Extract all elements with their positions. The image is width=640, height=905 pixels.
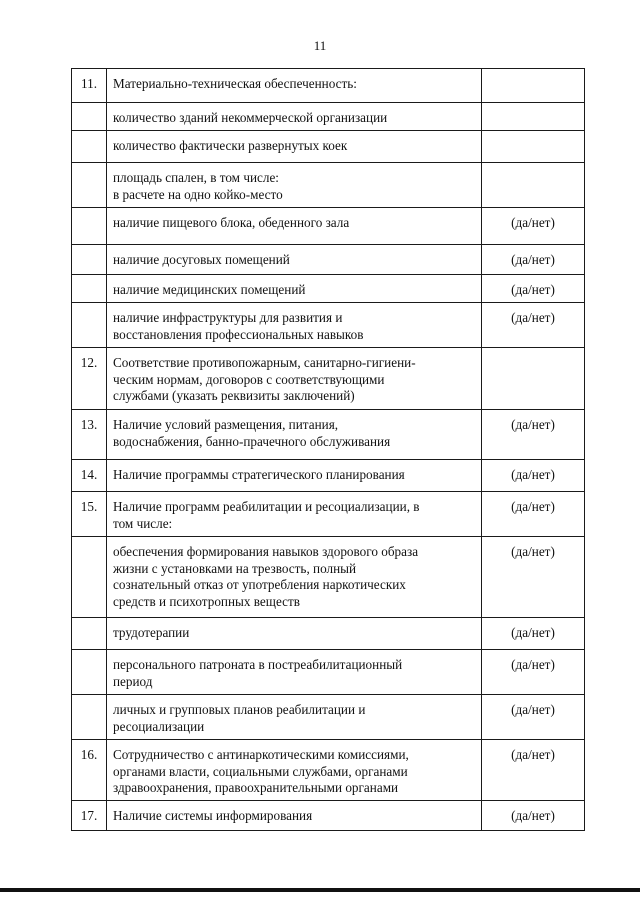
criterion-text: Наличие программы стратегического планирования [113, 467, 405, 482]
answer-cell [482, 69, 585, 103]
criterion-cell [107, 801, 482, 831]
page-number: 11 [313, 38, 327, 53]
criterion-cell [107, 303, 482, 348]
answer-cell: (да/нет) [482, 245, 585, 275]
table-row [72, 618, 585, 650]
row-number: 12. [72, 348, 107, 410]
table-row [72, 740, 585, 801]
table-row [72, 131, 585, 163]
criterion-text: Материально-техническая обеспеченность: [113, 76, 357, 91]
criterion-cell [107, 695, 482, 740]
table-row [72, 801, 585, 831]
criterion-text: персонального патроната в постреабилитационный период [113, 657, 403, 689]
criterion-text: Соответствие противопожарным, санитарно-гигиени- ческим нормам, договоров с соответствующими службами (указать реквизиты заключений) [113, 355, 416, 403]
row-number [72, 245, 107, 275]
criterion-text: трудотерапии [113, 625, 190, 640]
table-row [72, 275, 585, 303]
bottom-divider [0, 888, 640, 892]
criterion-cell [107, 69, 482, 103]
criterion-text: наличие досуговых помещений [113, 252, 290, 267]
criteria-table [71, 68, 585, 831]
answer-cell: (да/нет) [482, 650, 585, 695]
criterion-cell [107, 348, 482, 410]
criterion-cell [107, 618, 482, 650]
answer-cell: (да/нет) [482, 410, 585, 460]
criterion-text: наличие инфраструктуры для развития и восстановления профессиональных навыков [113, 310, 364, 342]
row-number: 15. [72, 492, 107, 537]
table-row [72, 460, 585, 492]
criterion-cell [107, 131, 482, 163]
answer-cell: (да/нет) [482, 303, 585, 348]
row-number [72, 275, 107, 303]
row-number [72, 618, 107, 650]
table-row [72, 410, 585, 460]
row-number [72, 208, 107, 245]
criterion-cell [107, 103, 482, 131]
row-number [72, 537, 107, 618]
criterion-cell [107, 650, 482, 695]
row-number [72, 650, 107, 695]
row-number [72, 695, 107, 740]
answer-cell [482, 348, 585, 410]
row-number: 11. [72, 69, 107, 103]
answer-cell: (да/нет) [482, 801, 585, 831]
table-row [72, 695, 585, 740]
criterion-cell [107, 410, 482, 460]
answer-cell [482, 103, 585, 131]
criteria-table-body [72, 69, 585, 831]
criterion-text: площадь спален, в том числе: в расчете на одно койко-место [113, 170, 283, 202]
row-number: 16. [72, 740, 107, 801]
answer-cell: (да/нет) [482, 275, 585, 303]
table-row [72, 103, 585, 131]
table-row [72, 348, 585, 410]
criterion-cell [107, 275, 482, 303]
row-number [72, 103, 107, 131]
table-row [72, 69, 585, 103]
criterion-text: наличие пищевого блока, обеденного зала [113, 215, 350, 230]
criterion-text: личных и групповых планов реабилитации и ресоциализации [113, 702, 366, 734]
row-number: 17. [72, 801, 107, 831]
answer-cell [482, 131, 585, 163]
answer-cell: (да/нет) [482, 740, 585, 801]
answer-cell: (да/нет) [482, 492, 585, 537]
table-row [72, 208, 585, 245]
table-row [72, 537, 585, 618]
criterion-text: Наличие системы информирования [113, 808, 313, 823]
row-number: 13. [72, 410, 107, 460]
row-number [72, 163, 107, 208]
criterion-text: количество фактически развернутых коек [113, 138, 348, 153]
criterion-text: количество зданий некоммерческой организации [113, 110, 388, 125]
criterion-text: обеспечения формирования навыков здорового образа жизни с установками на трезвость, полный сознательный отказ от употребления наркотических средств и психотропных веществ [113, 544, 419, 609]
criterion-text: Наличие программ реабилитации и ресоциализации, в том числе: [113, 499, 420, 531]
table-row [72, 492, 585, 537]
criterion-cell [107, 740, 482, 801]
criterion-text: Сотрудничество с антинаркотическими комиссиями, органами власти, социальными службами, органами здравоохранения, правоохранительными органами [113, 747, 409, 795]
table-row [72, 650, 585, 695]
answer-cell: (да/нет) [482, 537, 585, 618]
row-number [72, 131, 107, 163]
criterion-cell [107, 460, 482, 492]
criterion-cell [107, 537, 482, 618]
criterion-text: наличие медицинских помещений [113, 282, 306, 297]
criterion-cell [107, 208, 482, 245]
criterion-cell [107, 245, 482, 275]
answer-cell: (да/нет) [482, 618, 585, 650]
row-number [72, 303, 107, 348]
criterion-text: Наличие условий размещения, питания, водоснабжения, банно-прачечного обслуживания [113, 417, 391, 449]
answer-cell: (да/нет) [482, 695, 585, 740]
table-row [72, 245, 585, 275]
table-row [72, 163, 585, 208]
answer-cell: (да/нет) [482, 460, 585, 492]
table-row [72, 303, 585, 348]
answer-cell: (да/нет) [482, 208, 585, 245]
answer-cell [482, 163, 585, 208]
criterion-cell [107, 492, 482, 537]
row-number: 14. [72, 460, 107, 492]
criterion-cell [107, 163, 482, 208]
